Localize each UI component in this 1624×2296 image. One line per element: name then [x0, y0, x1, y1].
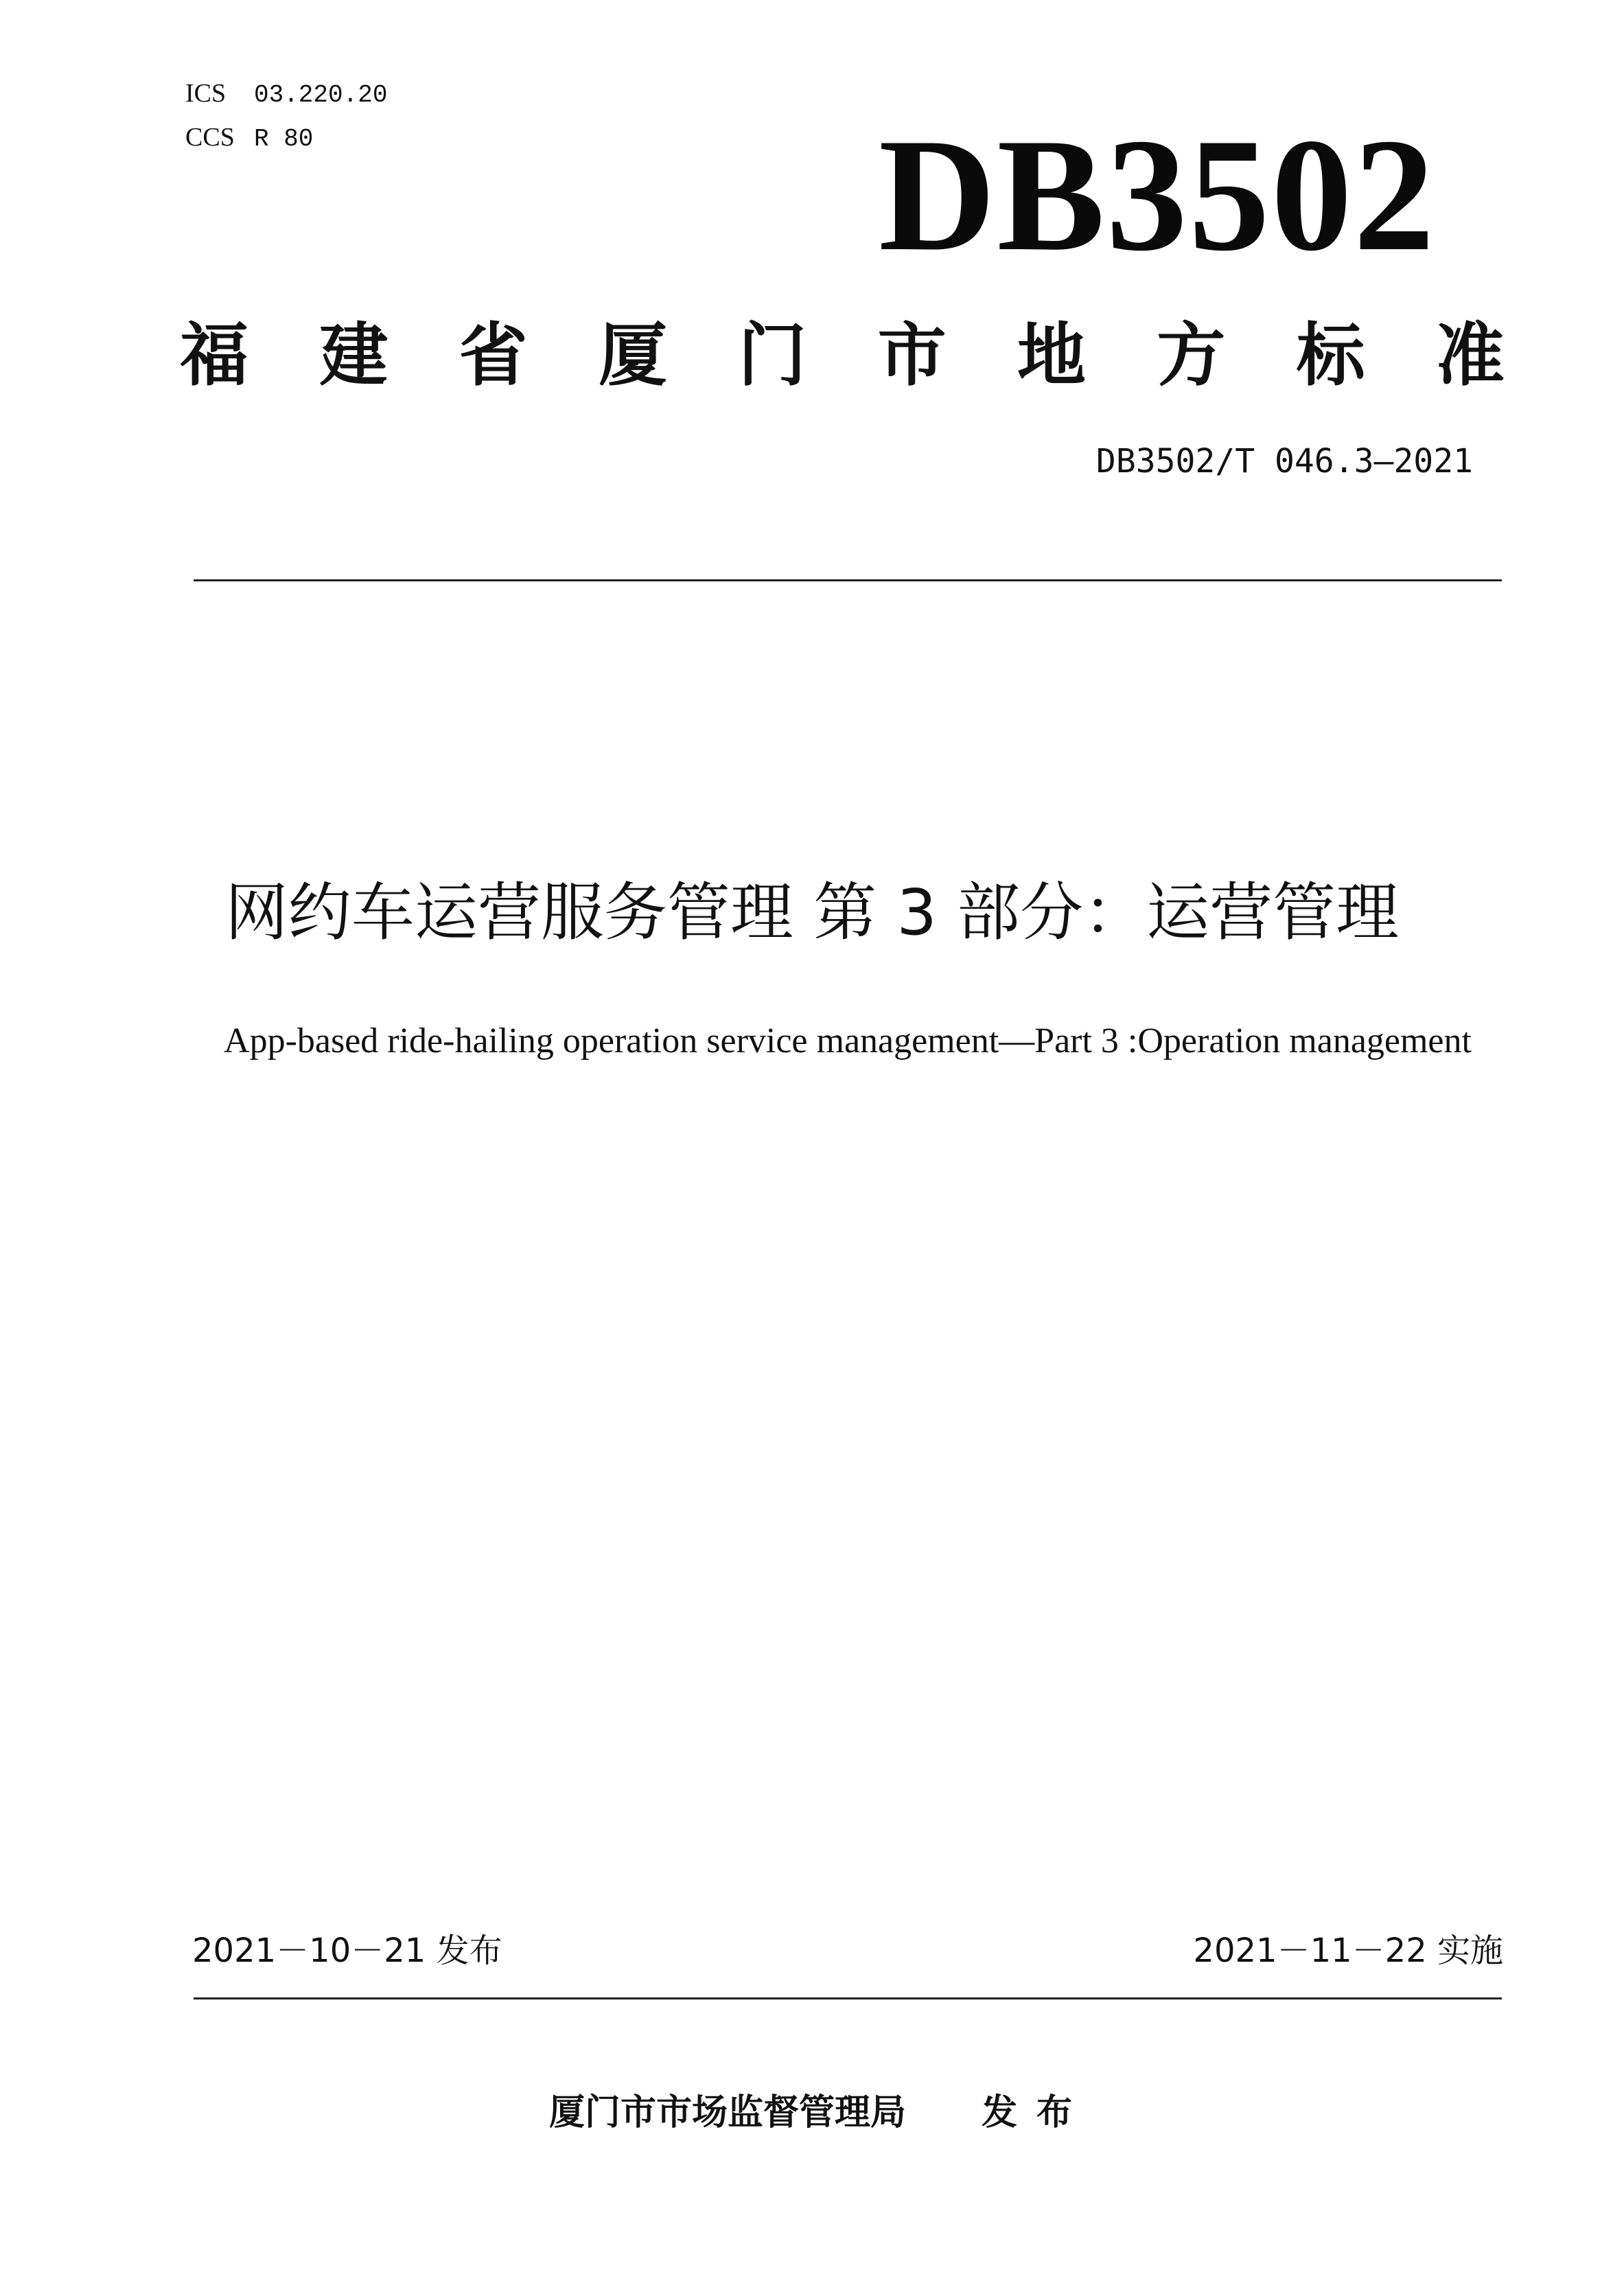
title-chinese: 网约车运营服务管理 第 3 部分：运营管理 [224, 876, 1400, 949]
standard-type-char: 省 [459, 315, 528, 395]
standard-type-heading [180, 308, 1505, 404]
publisher-issue: 发布 [982, 2092, 1092, 2133]
implementation-date: 2021－11－22 实施 [1193, 1932, 1503, 1970]
standard-type-char: 厦 [598, 315, 667, 395]
standard-type-char: 地 [1017, 315, 1086, 395]
ccs-value: R 80 [254, 125, 314, 153]
header-divider [194, 579, 1502, 581]
publisher-name: 厦门市市场监督管理局 [549, 2092, 907, 2133]
ics-value: 03.220.20 [254, 81, 388, 109]
release-date: 2021－10－21 发布 [192, 1932, 502, 1970]
standard-type-char: 方 [1157, 315, 1226, 395]
db-logo: DB3502 [879, 106, 1436, 285]
title-english: App-based ride-hailing operation service management—Part 3 :Operation management [224, 1021, 1472, 1060]
ccs-label: CCS [185, 123, 235, 152]
standard-type-char: 准 [1435, 315, 1505, 395]
standard-type-char: 标 [1296, 315, 1365, 395]
standard-number: DB3502/T 046.3—2021 [1095, 442, 1473, 480]
standard-type-char: 门 [738, 315, 807, 395]
ics-label: ICS [185, 79, 227, 108]
standard-type-char: 建 [319, 315, 388, 395]
date-divider [194, 1997, 1502, 1999]
ccs-classification [185, 122, 313, 154]
ics-classification [185, 78, 387, 111]
publisher-line [549, 2085, 1091, 2140]
standard-type-char: 福 [180, 315, 248, 395]
standard-type-char: 市 [877, 315, 947, 395]
